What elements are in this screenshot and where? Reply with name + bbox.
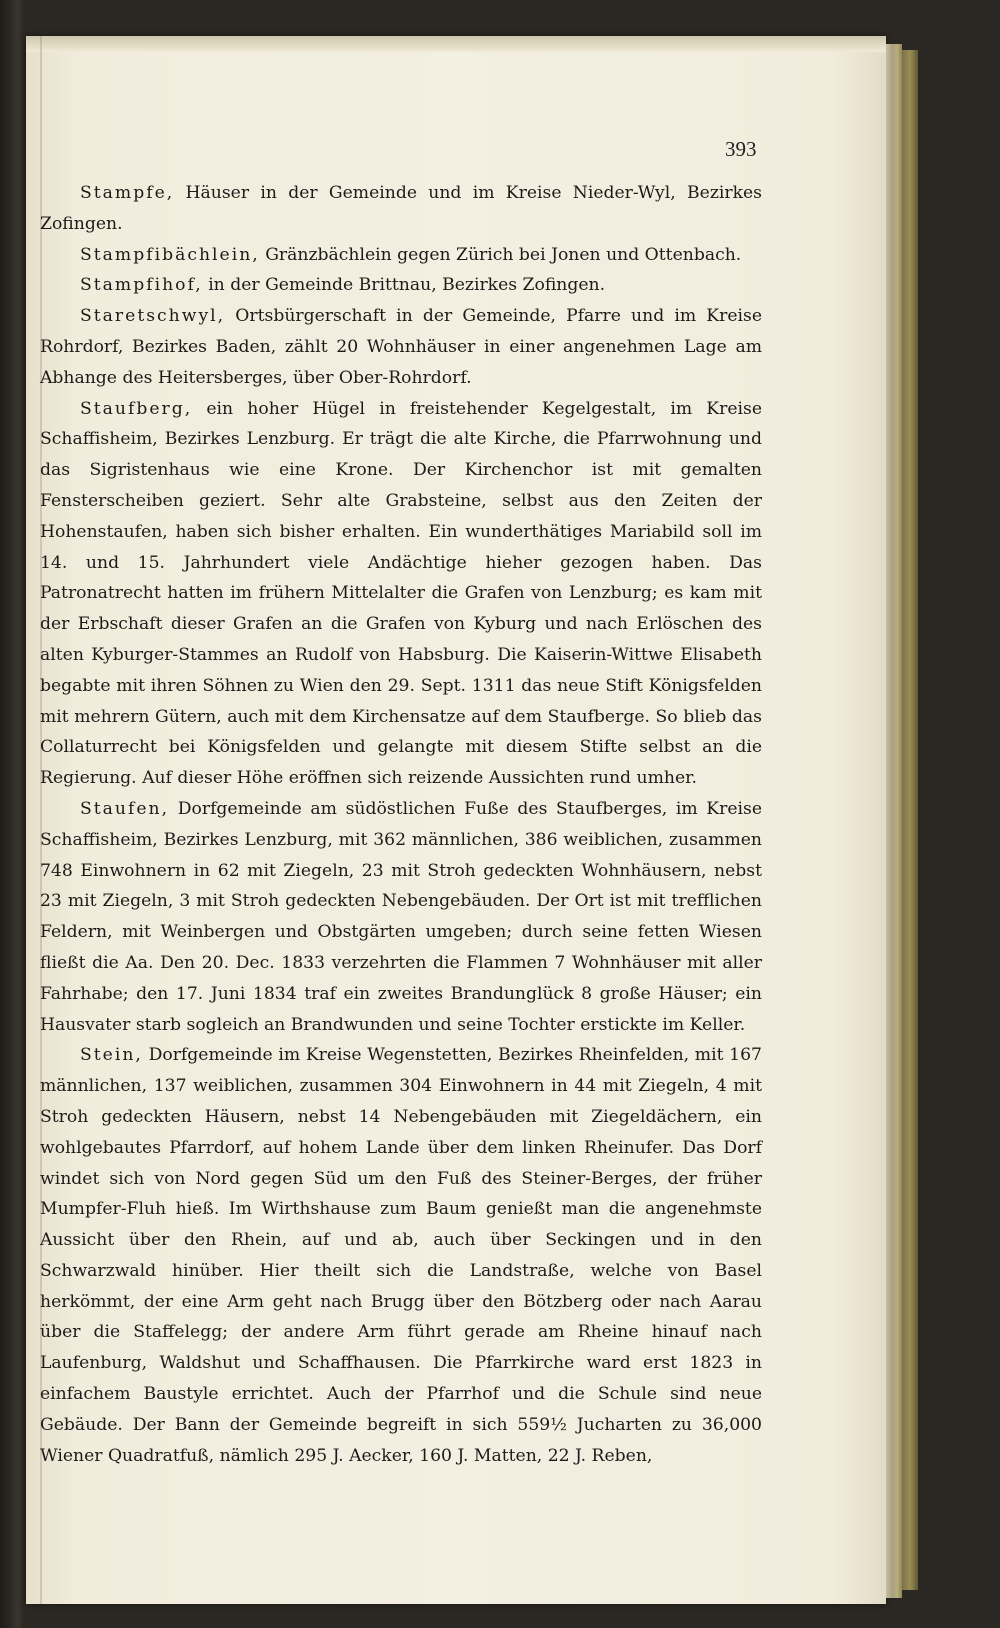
entry-headword: Stampfihof, xyxy=(80,275,203,296)
entry-headword: Stampfibächlein, xyxy=(80,244,260,265)
entry-body: Ortsbürgerschaft in der Gemeinde, Pfarre und im Kreise Rohrdorf, Bezirkes Baden, zählt 20 Wohnhäuser in einer angenehmen Lage am Abhange des Heitersberges, über Ober-Rohrdorf. xyxy=(40,306,763,388)
entry-body: Gränzbächlein gegen Zürich bei Jonen und Ottenbach. xyxy=(265,244,742,265)
entry-body: Häuser in der Gemeinde und im Kreise Nieder-Wyl, Bezirkes Zofingen. xyxy=(40,183,762,234)
entry xyxy=(40,270,762,301)
entry-body: Dorfgemeinde am südöstlichen Fuße des Staufberges, im Kreise Schaffisheim, Bezirkes Lenzburg, mit 362 männlichen, 386 weiblichen, zusammen 748 Einwohnern in 62 mit Ziegeln, 23 mit Stroh gedeckten Wohnhäusern, nebst 23 mit Ziegeln, 3 mit Stroh gedeckten Nebengebäuden. Der Ort ist mit trefflichen Feldern, mit Weinbergen und Obstgärten umgeben; durch seine fetten Wiesen fließt die Aa. Den 20. Dec. 1833 verzehrten die Flammen 7 Wohnhäuser mit aller Fahrhabe; den 17. Juni 1834 traf ein zweites Brandunglück 8 große Häuser; ein Hausvater starb sogleich an Brandwunden und seine Tochter erstickte im Keller. xyxy=(40,798,763,1035)
entry-headword: Staufberg, xyxy=(80,398,193,419)
entry-headword: Staufen, xyxy=(80,798,170,819)
entry-body: ein hoher Hügel in freistehender Kegelgestalt, im Kreise Schaffisheim, Bezirkes Lenzburg. Er trägt die alte Kirche, die Pfarrwohnung und das Sigristenhaus wie eine Krone. Der Kirchenchor ist mit gemalten Fensterscheiben geziert. Sehr alte Grabsteine, selbst aus den Zeiten der Hohenstaufen, haben sich bisher erhalten. Ein wunderthätiges Mariabild soll im 14. und 15. Jahrhundert viele Andächtige hieher gezogen haben. Das Patronatrecht hatten im frühern Mittelalter die Grafen von Lenzburg; es kam mit der Erbschaft dieser Grafen an die Grafen von Kyburg und nach Erlöschen des alten Kyburger-Stammes an Rudolf von Habsburg. Die Kaiserin-Wittwe Elisabeth begabte mit ihren Söhnen zu Wien den 29. Sept. 1311 das neue Stift Königsfelden mit mehrern Gütern, auch mit dem Kirchensatze auf dem Staufberge. So blieb das Collaturrecht bei Königsfelden und gelangte mit diesem Stifte selbst an die Regierung. Auf dieser Höhe eröffnen sich reizende Aussichten rund umher. xyxy=(40,398,763,789)
entry xyxy=(40,1040,762,1471)
entry xyxy=(40,178,762,240)
page-edges xyxy=(886,44,902,1598)
page-top-shadow xyxy=(26,36,886,52)
entry xyxy=(40,794,762,1040)
page-number: 393 xyxy=(725,137,757,161)
entry-headword: Stein, xyxy=(80,1045,143,1066)
book-cover-edge xyxy=(902,50,918,1590)
entry-body: Dorfgemeinde im Kreise Wegenstetten, Bezirkes Rheinfelden, mit 167 männlichen, 137 weiblichen, zusammen 304 Einwohnern in 44 mit Ziegeln, 4 mit Stroh gedeckten Häusern, nebst 14 Nebengebäuden mit Ziegeldächern, ein wohlgebautes Pfarrdorf, auf hohem Lande über dem linken Rheinufer. Das Dorf windet sich von Nord gegen Süd um den Fuß des Steiner-Berges, der früher Mumpfer-Fluh hieß. Im Wirthshause zum Baum genießt man die angenehmste Aussicht über den Rhein, auf und ab, auch über Seckingen und in den Schwarzwald hinüber. Hier theilt sich die Landstraße, welche von Basel herkömmt, der eine Arm geht nach Brugg über den Bötzberg oder nach Aarau über die Staffelegg; der andere Arm führt gerade am Rheine hinauf nach Laufenburg, Waldshut und Schaffhausen. Die Pfarrkirche ward erst 1823 in einfachem Baustyle errichtet. Auch der Pfarrhof und die Schule sind neue Gebäude. Der Bann der Gemeinde begreift in sich 559½ Jucharten zu 36,000 Wiener Quadratfuß, nämlich 295 J. Aecker, 160 J. Matten, 22 J. Reben, xyxy=(40,1045,762,1466)
page-text xyxy=(40,178,762,1471)
entry-body: in der Gemeinde Brittnau, Bezirkes Zofingen. xyxy=(208,275,606,296)
entry xyxy=(40,240,762,271)
entry-headword: Stampfe, xyxy=(80,183,175,203)
entry-headword: Staretschwyl, xyxy=(80,306,226,327)
entry xyxy=(40,301,762,393)
entry xyxy=(40,394,762,794)
